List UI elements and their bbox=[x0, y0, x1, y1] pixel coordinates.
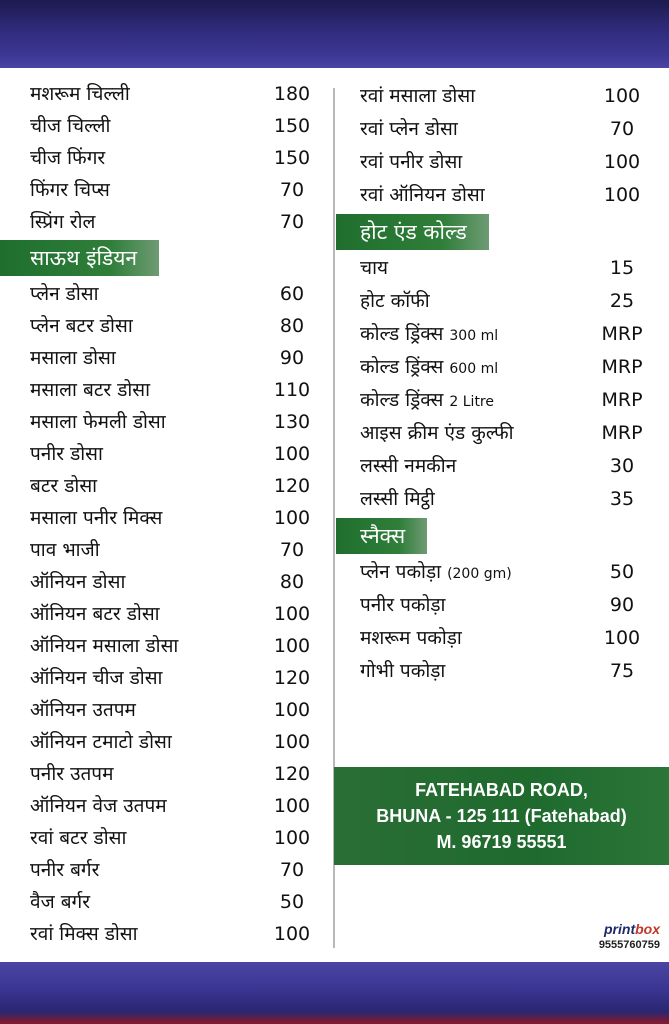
menu-item-name bbox=[30, 206, 95, 238]
item-label: ऑनियन डोसा bbox=[30, 571, 126, 593]
menu-row bbox=[30, 662, 310, 694]
item-label: कोल्ड ड्रिंक्स bbox=[360, 323, 444, 345]
menu-row bbox=[30, 886, 310, 918]
menu-item-price: 100 bbox=[273, 699, 311, 721]
rava-dosa-list bbox=[360, 80, 660, 212]
menu-item-price: 70 bbox=[279, 211, 305, 233]
menu-row bbox=[30, 598, 310, 630]
menu-row bbox=[360, 179, 660, 212]
menu-item-price: 100 bbox=[273, 603, 311, 625]
item-label: ऑनियन वेज उतपम bbox=[30, 795, 167, 817]
menu-item-name bbox=[30, 110, 110, 142]
menu-item-name bbox=[30, 854, 99, 886]
menu-item-name bbox=[360, 483, 435, 516]
menu-item-name bbox=[360, 589, 445, 622]
menu-row bbox=[30, 534, 310, 566]
menu-item-name bbox=[30, 78, 130, 110]
menu-row bbox=[360, 285, 660, 318]
menu-item-name bbox=[30, 630, 178, 662]
item-label: आइस क्रीम एंड कुल्फी bbox=[360, 422, 514, 444]
item-label: प्लेन बटर डोसा bbox=[30, 315, 133, 337]
printer-credit bbox=[578, 920, 660, 956]
menu-row bbox=[30, 822, 310, 854]
menu-row bbox=[360, 351, 660, 384]
menu-item-price: 100 bbox=[273, 795, 311, 817]
menu-item-name bbox=[30, 374, 150, 406]
item-label: ऑनियन मसाला डोसा bbox=[30, 635, 179, 657]
menu-item-name bbox=[30, 598, 160, 630]
item-label: लस्सी नमकीन bbox=[360, 455, 457, 477]
menu-row bbox=[30, 206, 310, 238]
menu-item-price: 180 bbox=[273, 83, 311, 105]
menu-item-price: 110 bbox=[273, 379, 311, 401]
item-label: रवां प्लेन डोसा bbox=[360, 118, 458, 140]
item-label: रवां मसाला डोसा bbox=[360, 85, 476, 107]
item-label: चीज फिंगर bbox=[30, 147, 106, 169]
menu-item-price: 100 bbox=[273, 827, 311, 849]
menu-item-name bbox=[30, 918, 138, 950]
menu-row bbox=[360, 655, 660, 688]
south-indian-list bbox=[30, 278, 310, 950]
item-label: प्लेन डोसा bbox=[30, 283, 99, 305]
menu-item-name bbox=[30, 822, 126, 854]
item-label: ऑनियन उतपम bbox=[30, 699, 136, 721]
menu-row bbox=[30, 174, 310, 206]
right-menu-column bbox=[360, 80, 660, 688]
item-label: स्प्रिंग रोल bbox=[30, 211, 96, 233]
menu-row bbox=[30, 110, 310, 142]
menu-item-name bbox=[30, 174, 110, 206]
bottom-color-band bbox=[0, 962, 669, 1024]
menu-item-name bbox=[30, 790, 167, 822]
menu-item-name bbox=[30, 278, 99, 310]
menu-item-name bbox=[360, 417, 514, 450]
item-label: प्लेन पकोड़ा bbox=[360, 561, 442, 583]
menu-item-name bbox=[360, 146, 462, 179]
item-label: मशरूम पकोड़ा bbox=[360, 627, 462, 649]
address-box bbox=[334, 767, 669, 865]
snacks-list bbox=[360, 556, 660, 688]
item-label: रवां ऑनियन डोसा bbox=[360, 184, 485, 206]
item-unit: 300 ml bbox=[449, 328, 499, 344]
item-label: कोल्ड ड्रिंक्स bbox=[360, 356, 444, 378]
menu-row bbox=[360, 252, 660, 285]
item-unit: 2 Litre bbox=[449, 394, 494, 410]
menu-item-name bbox=[360, 179, 485, 212]
item-label: पनीर डोसा bbox=[30, 443, 103, 465]
starters-list bbox=[30, 78, 310, 238]
menu-item-name bbox=[30, 662, 162, 694]
item-label: मसाला डोसा bbox=[30, 347, 116, 369]
menu-row bbox=[30, 374, 310, 406]
menu-row bbox=[360, 113, 660, 146]
address-phone: M. 96719 55551 bbox=[436, 832, 567, 852]
menu-item-name bbox=[360, 622, 462, 655]
item-unit: (200 gm) bbox=[447, 566, 512, 582]
menu-row bbox=[30, 502, 310, 534]
menu-row bbox=[360, 318, 660, 351]
menu-row bbox=[30, 790, 310, 822]
menu-item-name bbox=[30, 758, 113, 790]
item-unit: 600 ml bbox=[449, 361, 499, 377]
item-label: पनीर बर्गर bbox=[30, 859, 100, 881]
menu-item-name bbox=[360, 384, 494, 419]
menu-item-price: 100 bbox=[273, 635, 311, 657]
item-label: बटर डोसा bbox=[30, 475, 98, 497]
item-label: रवां पनीर डोसा bbox=[360, 151, 463, 173]
item-label: वैज बर्गर bbox=[30, 891, 91, 913]
menu-item-price: 80 bbox=[279, 571, 305, 593]
menu-row bbox=[360, 556, 660, 589]
menu-item-price: 90 bbox=[279, 347, 305, 369]
menu-item-price: 100 bbox=[273, 507, 311, 529]
item-label: पाव भाजी bbox=[30, 539, 100, 561]
menu-row bbox=[30, 566, 310, 598]
item-label: चाय bbox=[360, 257, 389, 279]
menu-item-name bbox=[30, 886, 90, 918]
item-label: होट कॉफी bbox=[360, 290, 430, 312]
address-line-2: BHUNA - 125 111 (Fatehabad) bbox=[376, 806, 627, 826]
item-label: पनीर उतपम bbox=[30, 763, 114, 785]
hot-cold-title: होट एंड कोल्ड bbox=[336, 214, 489, 250]
item-label: मसाला पनीर मिक्स bbox=[30, 507, 163, 529]
snacks-title: स्नैक्स bbox=[336, 518, 427, 554]
menu-item-name bbox=[30, 694, 136, 726]
menu-item-price: 90 bbox=[609, 594, 635, 616]
menu-item-price: MRP bbox=[601, 422, 643, 444]
menu-item-name bbox=[30, 406, 166, 438]
south-indian-title: साऊथ इंडियन bbox=[0, 240, 159, 276]
menu-item-price: 100 bbox=[273, 923, 311, 945]
item-label: लस्सी मिट्ठी bbox=[360, 488, 435, 510]
section-heading-snacks bbox=[336, 518, 660, 554]
menu-item-price: 120 bbox=[273, 475, 311, 497]
menu-row bbox=[30, 406, 310, 438]
top-color-band bbox=[0, 0, 669, 68]
menu-item-price: 100 bbox=[603, 184, 641, 206]
menu-row bbox=[30, 726, 310, 758]
menu-item-name bbox=[360, 80, 475, 113]
item-label: रवां बटर डोसा bbox=[30, 827, 127, 849]
menu-item-name bbox=[30, 310, 133, 342]
menu-row bbox=[30, 342, 310, 374]
menu-row bbox=[30, 470, 310, 502]
menu-item-price: 100 bbox=[603, 151, 641, 173]
menu-item-price: 15 bbox=[609, 257, 635, 279]
menu-row bbox=[360, 146, 660, 179]
menu-item-price: MRP bbox=[601, 389, 643, 411]
menu-row bbox=[360, 417, 660, 450]
menu-item-price: 70 bbox=[609, 118, 635, 140]
menu-item-name bbox=[360, 113, 458, 146]
menu-row bbox=[30, 854, 310, 886]
left-menu-column bbox=[30, 78, 310, 950]
item-label: मशरूम चिल्ली bbox=[30, 83, 130, 105]
menu-item-price: 25 bbox=[609, 290, 635, 312]
menu-item-name bbox=[360, 655, 445, 688]
item-label: रवां मिक्स डोसा bbox=[30, 923, 138, 945]
item-label: चीज चिल्ली bbox=[30, 115, 111, 137]
menu-row bbox=[30, 142, 310, 174]
item-label: पनीर पकोड़ा bbox=[360, 594, 446, 616]
menu-item-price: 150 bbox=[273, 115, 311, 137]
item-label: ऑनियन टमाटो डोसा bbox=[30, 731, 172, 753]
menu-item-name bbox=[360, 252, 388, 285]
menu-row bbox=[30, 694, 310, 726]
menu-item-price: 50 bbox=[279, 891, 305, 913]
printer-phone: 9555760759 bbox=[598, 939, 660, 951]
menu-item-price: 75 bbox=[609, 660, 635, 682]
menu-item-price: 35 bbox=[609, 488, 635, 510]
menu-item-name bbox=[30, 534, 100, 566]
menu-item-price: 70 bbox=[279, 179, 305, 201]
hot-cold-list bbox=[360, 252, 660, 516]
menu-row bbox=[30, 278, 310, 310]
item-label: कोल्ड ड्रिंक्स bbox=[360, 389, 444, 411]
menu-item-price: 70 bbox=[279, 539, 305, 561]
menu-item-price: MRP bbox=[601, 323, 643, 345]
menu-item-name bbox=[30, 342, 116, 374]
menu-item-price: 130 bbox=[273, 411, 311, 433]
menu-item-price: 80 bbox=[279, 315, 305, 337]
menu-row bbox=[30, 758, 310, 790]
printbox-logo: printbox bbox=[604, 921, 660, 937]
menu-row bbox=[30, 78, 310, 110]
menu-item-name bbox=[360, 450, 456, 483]
menu-row bbox=[360, 80, 660, 113]
item-label: मसाला फेमली डोसा bbox=[30, 411, 166, 433]
menu-row bbox=[360, 450, 660, 483]
menu-item-price: 120 bbox=[273, 667, 311, 689]
item-label: फिंगर चिप्स bbox=[30, 179, 110, 201]
item-label: ऑनियन चीज डोसा bbox=[30, 667, 163, 689]
menu-item-price: 50 bbox=[609, 561, 635, 583]
address-line-1: FATEHABAD ROAD, bbox=[415, 780, 588, 800]
menu-item-name bbox=[360, 556, 512, 591]
menu-item-price: 100 bbox=[273, 731, 311, 753]
menu-row bbox=[30, 438, 310, 470]
item-label: गोभी पकोड़ा bbox=[360, 660, 446, 682]
menu-item-name bbox=[30, 142, 105, 174]
menu-row bbox=[360, 384, 660, 417]
menu-item-price: 100 bbox=[603, 627, 641, 649]
menu-row bbox=[30, 918, 310, 950]
menu-item-name bbox=[30, 438, 103, 470]
menu-item-price: 70 bbox=[279, 859, 305, 881]
item-label: ऑनियन बटर डोसा bbox=[30, 603, 160, 625]
menu-item-name bbox=[30, 470, 97, 502]
menu-item-name bbox=[30, 726, 172, 758]
menu-row bbox=[360, 589, 660, 622]
menu-item-price: 150 bbox=[273, 147, 311, 169]
menu-item-price: 100 bbox=[603, 85, 641, 107]
menu-item-price: 120 bbox=[273, 763, 311, 785]
item-label: मसाला बटर डोसा bbox=[30, 379, 151, 401]
menu-row bbox=[360, 622, 660, 655]
menu-item-price: 100 bbox=[273, 443, 311, 465]
menu-item-name bbox=[360, 351, 498, 386]
menu-row bbox=[360, 483, 660, 516]
menu-item-name bbox=[360, 318, 498, 353]
menu-row bbox=[30, 630, 310, 662]
menu-item-price: 60 bbox=[279, 283, 305, 305]
section-heading-hot-cold bbox=[336, 214, 660, 250]
menu-item-name bbox=[30, 502, 162, 534]
menu-item-name bbox=[360, 285, 430, 318]
menu-row bbox=[30, 310, 310, 342]
menu-item-name bbox=[30, 566, 125, 598]
menu-item-price: 30 bbox=[609, 455, 635, 477]
menu-item-price: MRP bbox=[601, 356, 643, 378]
section-heading-south-indian bbox=[0, 240, 310, 276]
